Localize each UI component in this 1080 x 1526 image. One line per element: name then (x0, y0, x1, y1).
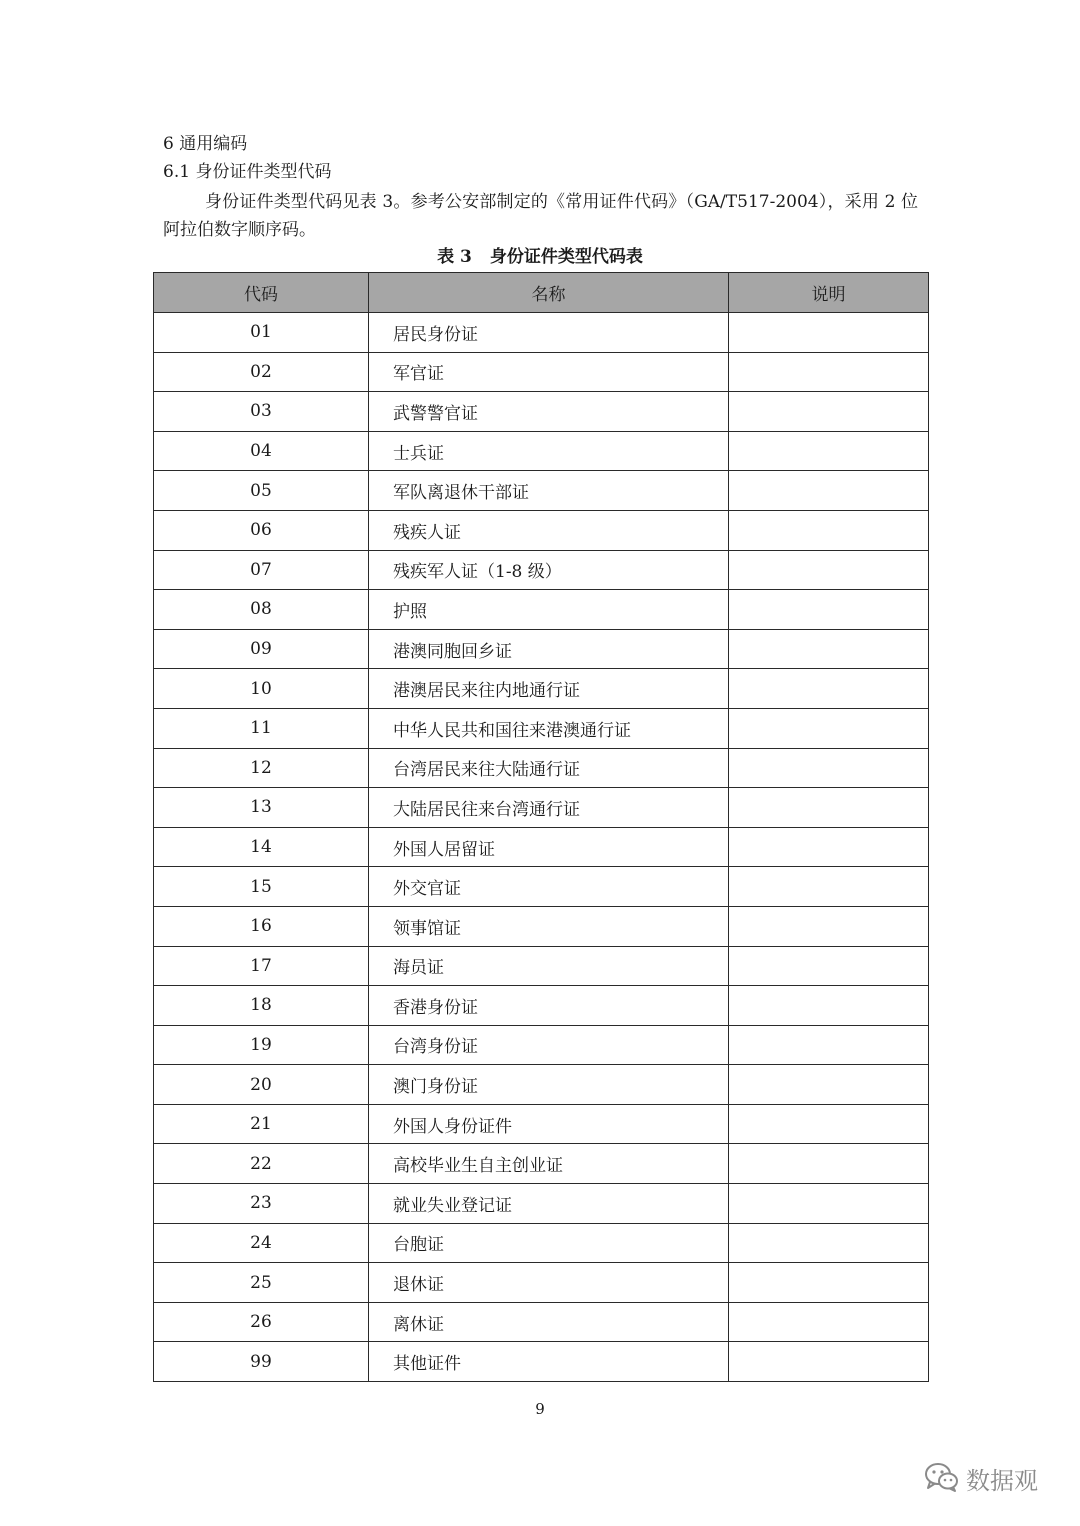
table-row (154, 392, 929, 432)
table-caption-number: 表 3 (437, 247, 472, 267)
cell-name: 港澳居民来往内地通行证 (369, 669, 729, 709)
table-row (154, 1342, 929, 1382)
cell-name: 护照 (369, 590, 729, 630)
cell-note (729, 1342, 929, 1382)
cell-code: 19 (154, 1025, 369, 1065)
cell-name: 外交官证 (369, 867, 729, 907)
cell-note (729, 827, 929, 867)
cell-code: 05 (154, 471, 369, 511)
cell-code: 03 (154, 392, 369, 432)
cell-code: 11 (154, 708, 369, 748)
cell-note (729, 629, 929, 669)
body-paragraph: 身份证件类型代码见表 3。参考公安部制定的《常用证件代码》（GA/T517-2004），采用 2 位阿拉伯数字顺序码。 (163, 192, 918, 240)
cell-name: 残疾军人证（1-8 级） (369, 550, 729, 590)
subsection-heading: 6.1 身份证件类型代码 (163, 162, 332, 182)
section-heading: 6 通用编码 (163, 134, 248, 154)
header-name: 名称 (369, 273, 729, 313)
cell-note (729, 1184, 929, 1224)
cell-code: 18 (154, 986, 369, 1026)
cell-note (729, 590, 929, 630)
cell-name: 军官证 (369, 352, 729, 392)
cell-note (729, 867, 929, 907)
cell-note (729, 669, 929, 709)
cell-code: 02 (154, 352, 369, 392)
cell-name: 离休证 (369, 1302, 729, 1342)
table-row (154, 946, 929, 986)
cell-code: 14 (154, 827, 369, 867)
table-row (154, 1104, 929, 1144)
cell-note (729, 946, 929, 986)
cell-code: 12 (154, 748, 369, 788)
cell-note (729, 906, 929, 946)
table-body (154, 313, 929, 1382)
cell-name: 就业失业登记证 (369, 1184, 729, 1224)
cell-name: 领事馆证 (369, 906, 729, 946)
table-row (154, 1144, 929, 1184)
watermark (924, 1458, 1038, 1498)
cell-code: 07 (154, 550, 369, 590)
cell-code: 26 (154, 1302, 369, 1342)
cell-note (729, 431, 929, 471)
table-row (154, 431, 929, 471)
cell-note (729, 986, 929, 1026)
cell-note (729, 392, 929, 432)
table-caption-title: 身份证件类型代码表 (489, 247, 643, 267)
wechat-icon (924, 1462, 960, 1494)
table-row (154, 669, 929, 709)
table-row (154, 788, 929, 828)
cell-note (729, 1223, 929, 1263)
watermark-text: 数据观 (966, 1466, 1038, 1495)
table-caption (153, 245, 927, 269)
cell-name: 港澳同胞回乡证 (369, 629, 729, 669)
cell-name: 居民身份证 (369, 313, 729, 353)
table-row (154, 510, 929, 550)
cell-code: 04 (154, 431, 369, 471)
cell-note (729, 1065, 929, 1105)
cell-code: 08 (154, 590, 369, 630)
cell-note (729, 708, 929, 748)
table-row (154, 590, 929, 630)
table-row (154, 550, 929, 590)
cell-note (729, 1302, 929, 1342)
cell-name: 残疾人证 (369, 510, 729, 550)
cell-code: 13 (154, 788, 369, 828)
cell-code: 23 (154, 1184, 369, 1224)
cell-name: 士兵证 (369, 431, 729, 471)
cell-code: 16 (154, 906, 369, 946)
cell-name: 中华人民共和国往来港澳通行证 (369, 708, 729, 748)
table-row (154, 708, 929, 748)
cell-note (729, 1104, 929, 1144)
cell-note (729, 510, 929, 550)
table-row (154, 1263, 929, 1303)
cell-name: 外国人身份证件 (369, 1104, 729, 1144)
table-header-row (154, 273, 929, 313)
table-row (154, 1223, 929, 1263)
table-row (154, 629, 929, 669)
cell-name: 退休证 (369, 1263, 729, 1303)
cell-note (729, 1144, 929, 1184)
cell-name: 澳门身份证 (369, 1065, 729, 1105)
cell-name: 台胞证 (369, 1223, 729, 1263)
cell-name: 海员证 (369, 946, 729, 986)
cell-name: 台湾身份证 (369, 1025, 729, 1065)
cell-note (729, 471, 929, 511)
cell-name: 香港身份证 (369, 986, 729, 1026)
cell-code: 01 (154, 313, 369, 353)
cell-name: 军队离退休干部证 (369, 471, 729, 511)
cell-note (729, 748, 929, 788)
header-note: 说明 (729, 273, 929, 313)
table-row (154, 906, 929, 946)
table-row (154, 1025, 929, 1065)
cell-code: 10 (154, 669, 369, 709)
cell-note (729, 313, 929, 353)
cell-code: 22 (154, 1144, 369, 1184)
table-row (154, 1065, 929, 1105)
cell-code: 06 (154, 510, 369, 550)
table-row (154, 986, 929, 1026)
header-code: 代码 (154, 273, 369, 313)
cell-code: 24 (154, 1223, 369, 1263)
table-row (154, 352, 929, 392)
cell-code: 17 (154, 946, 369, 986)
table-row (154, 313, 929, 353)
cell-note (729, 1263, 929, 1303)
cell-note (729, 550, 929, 590)
cell-name: 其他证件 (369, 1342, 729, 1382)
cell-note (729, 1025, 929, 1065)
cell-note (729, 788, 929, 828)
table-row (154, 1184, 929, 1224)
cell-code: 20 (154, 1065, 369, 1105)
cell-name: 大陆居民往来台湾通行证 (369, 788, 729, 828)
page-number: 9 (535, 1400, 545, 1418)
cell-code: 15 (154, 867, 369, 907)
cell-code: 99 (154, 1342, 369, 1382)
table-row (154, 1302, 929, 1342)
cell-code: 09 (154, 629, 369, 669)
table-row (154, 867, 929, 907)
cell-code: 21 (154, 1104, 369, 1144)
cell-note (729, 352, 929, 392)
cell-name: 台湾居民来往大陆通行证 (369, 748, 729, 788)
cell-name: 高校毕业生自主创业证 (369, 1144, 729, 1184)
table-row (154, 748, 929, 788)
cell-name: 武警警官证 (369, 392, 729, 432)
cell-code: 25 (154, 1263, 369, 1303)
table-row (154, 471, 929, 511)
id-type-code-table (153, 272, 929, 1382)
cell-name: 外国人居留证 (369, 827, 729, 867)
table-row (154, 827, 929, 867)
